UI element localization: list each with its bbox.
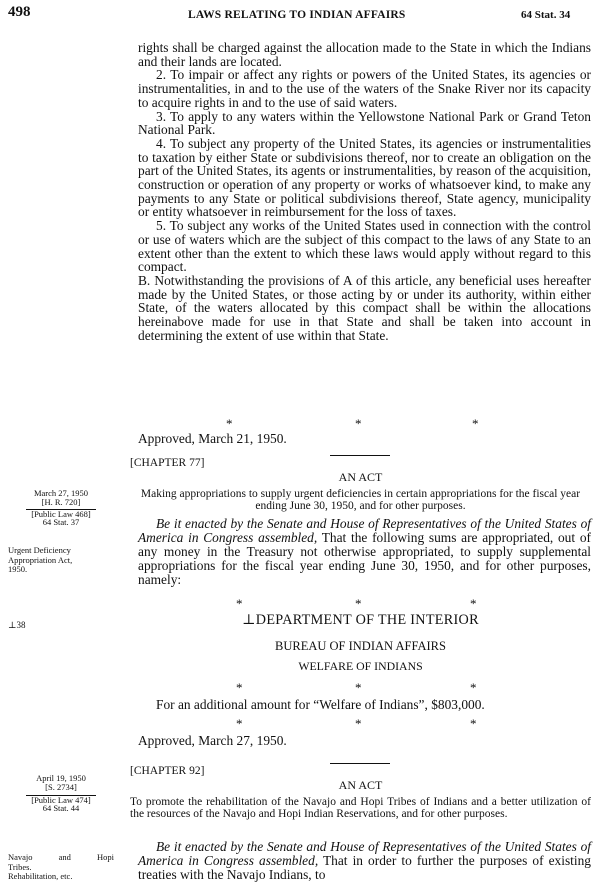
star: * — [470, 680, 477, 695]
margin-topic — [8, 853, 114, 882]
margin-topic — [8, 546, 114, 575]
enacting-italic: Be it enacted by the Senate and House of Representatives of the United States of America in Congress assembled, — [138, 516, 591, 545]
page-number: 498 — [8, 4, 31, 20]
act-title: Making appropriations to supply urgent deficiencies in certain appropriations for the fiscal year ending June 30, 1950, and for other purposes. — [140, 488, 581, 512]
divider — [330, 763, 390, 764]
running-title: LAWS RELATING TO INDIAN AFFAIRS — [188, 9, 406, 21]
margin-topic-line: Urgent Deficiency — [8, 545, 71, 555]
star-separator — [138, 596, 591, 610]
star: * — [236, 716, 243, 731]
margin-date: March 27, 1950 — [33, 488, 89, 498]
star: * — [236, 596, 243, 611]
star-separator — [138, 416, 591, 430]
act-heading: AN ACT — [338, 470, 383, 484]
act-heading: AN ACT — [338, 778, 383, 792]
enacting-italic: Be it enacted by the Senate and House of Representatives of the United States of America in Congress assembled, — [138, 839, 591, 868]
star: * — [355, 416, 362, 431]
divider — [330, 455, 390, 456]
enacting-clause — [138, 840, 591, 882]
margin-bill: [S. 2734] — [45, 782, 77, 792]
paragraph: 2. To impair or affect any rights or powers of the United States, its agencies or instrumentalities, in and to the use of the waters of the Snake River nor its capacity to acquire rights in and to the use of said waters. — [138, 67, 591, 110]
page-marker: ⊥ — [242, 612, 256, 628]
margin-stat: 64 Stat. 44 — [42, 803, 80, 813]
paragraph: 3. To apply to any waters within the Yellowstone National Park or Grand Teton National Park. — [138, 108, 591, 138]
star-separator — [138, 680, 591, 694]
chapter-heading: [CHAPTER 92] — [130, 765, 205, 777]
star: * — [355, 680, 362, 695]
chapter-heading: [CHAPTER 77] — [130, 457, 205, 469]
act-title: To promote the rehabilitation of the Navajo and Hopi Tribes of Indians and a better utilization of the resources of the Navajo and Hopi Indian Reservations, and for other purposes. — [130, 796, 591, 820]
margin-stat: 64 Stat. 37 — [42, 517, 80, 527]
approved-line: Approved, March 21, 1950. — [138, 431, 287, 446]
enacting-clause — [138, 517, 591, 587]
star: * — [236, 680, 243, 695]
margin-bill: [H. R. 720] — [41, 497, 81, 507]
approved-line: Approved, March 27, 1950. — [138, 733, 287, 748]
appropriation-amount: For an additional amount for “Welfare of Indians”, $803,000. — [156, 697, 485, 712]
star-separator — [138, 716, 591, 730]
margin-page-marker: ⊥38 — [8, 620, 26, 630]
margin-date: April 19, 1950 — [36, 773, 86, 783]
stat-reference: 64 Stat. 34 — [521, 9, 571, 21]
compact-text — [138, 41, 591, 342]
star: * — [355, 596, 362, 611]
star: * — [470, 596, 477, 611]
paragraph: 4. To subject any property of the United States, its agencies or instrumentalities to taxation by either State or subdivisions thereof, nor to create an obligation on the part of the United States, its agents or instrumentalities, by reason of the acquisition, construction or operation of any property or works of whatsoever kind, to make any payments to any State or political subdivisions thereof, State agency, municipality or entity whatsoever in reimbursement for the loss of taxes. — [138, 135, 591, 220]
welfare-heading: WELFARE OF INDIANS — [298, 659, 423, 673]
bureau-heading: BUREAU OF INDIAN AFFAIRS — [275, 639, 446, 653]
star: * — [226, 416, 233, 431]
star: * — [472, 416, 479, 431]
margin-topic-line: 1950. — [8, 564, 28, 574]
margin-topic-line: Rehabilitation, etc. — [8, 871, 73, 881]
star: * — [470, 716, 477, 731]
paragraph: 5. To subject any works of the United States used in connection with the control or use of waters which are the subject of this compact to the laws of any State to an extent other than the extent to which these laws would apply without regard to this compact. — [138, 218, 591, 275]
paragraph: B. Notwithstanding the provisions of A of this article, any beneficial uses hereafter made by the United States, or those acting by or under its authority, within either State, of the waters allocated by this compact shall be within the allocations hereinabove made for use in that State and shall be taken into account in determining the extent of use within that State. — [138, 272, 591, 343]
department-heading: ⊥DEPARTMENT OF THE INTERIOR — [242, 612, 479, 628]
star: * — [355, 716, 362, 731]
margin-public-law: [Public Law 474] — [26, 795, 96, 806]
margin-topic-line: Tribes. — [8, 861, 32, 872]
enacting-text: That in order to further the purposes of existing treaties with the Navajo Indians, to — [138, 853, 591, 882]
paragraph: rights shall be charged against the allocation made to the State in which the Indians and their lands are located. — [138, 40, 591, 69]
enacting-text: That the following sums are appropriated, out of any money in the Treasury not otherwise appropriated, to supply supplemental appropriations for the fiscal year ending June 30, 1950, and for other purposes, namely: — [138, 530, 591, 587]
margin-topic-line: Appropriation Act, — [8, 554, 73, 565]
margin-topic-line: Navajo and Hopi — [8, 852, 114, 862]
margin-public-law: [Public Law 468] — [26, 509, 96, 520]
